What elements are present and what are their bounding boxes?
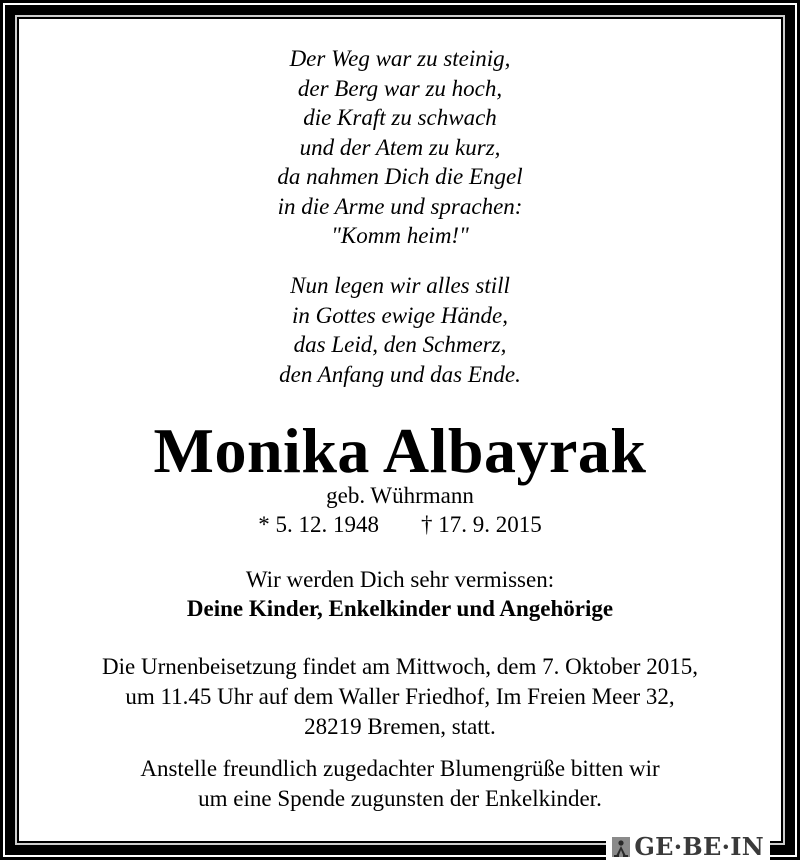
mourners-message: Wir werden Dich sehr vermissen: bbox=[245, 567, 555, 592]
mourners-signature: Deine Kinder, Enkelkinder und Angehörige bbox=[186, 596, 614, 621]
poem-verse-2 bbox=[19, 271, 781, 389]
donation-request bbox=[19, 754, 781, 814]
poem-line: Der Weg war zu steinig, bbox=[289, 46, 511, 71]
life-dates bbox=[19, 511, 781, 539]
donation-line: Anstelle freundlich zugedachter Blumengrüße bitten wir bbox=[140, 756, 660, 781]
poem-line: Nun legen wir alles still bbox=[290, 273, 510, 298]
poem-line: und der Atem zu kurz, bbox=[299, 134, 501, 160]
poem-line: "Komm heim!" bbox=[331, 223, 469, 248]
publisher-logo bbox=[606, 834, 770, 860]
obituary-notice bbox=[19, 19, 781, 841]
maiden-name: geb. Wührmann bbox=[326, 483, 474, 508]
poem-line: in Gottes ewige Hände, bbox=[292, 302, 508, 328]
poem-line: das Leid, den Schmerz, bbox=[293, 332, 507, 357]
poem-line: in die Arme und sprachen: bbox=[277, 193, 523, 219]
logo-wordmark: GE·BE·IN bbox=[634, 832, 764, 860]
poem-line: der Berg war zu hoch, bbox=[297, 75, 503, 101]
funeral-line: um 11.45 Uhr auf dem Waller Friedhof, Im Freien Meer 32, bbox=[125, 684, 675, 709]
deceased-name: Monika Albayrak bbox=[153, 415, 647, 486]
funeral-line: Die Urnenbeisetzung findet am Mittwoch, dem 7. Oktober 2015, bbox=[102, 654, 698, 679]
birth-date: * 5. 12. 1948 bbox=[258, 512, 379, 537]
funeral-line: 28219 Bremen, statt. bbox=[304, 714, 496, 739]
gebein-logo-icon bbox=[612, 837, 630, 857]
donation-line: um eine Spende zugunsten der Enkelkinder. bbox=[198, 786, 602, 811]
poem-line: den Anfang und das Ende. bbox=[279, 361, 521, 387]
poem-verse-1 bbox=[19, 44, 781, 251]
poem-line: die Kraft zu schwach bbox=[303, 105, 497, 130]
funeral-details bbox=[19, 652, 781, 742]
death-date: † 17. 9. 2015 bbox=[421, 512, 542, 537]
poem-line: da nahmen Dich die Engel bbox=[277, 164, 523, 189]
